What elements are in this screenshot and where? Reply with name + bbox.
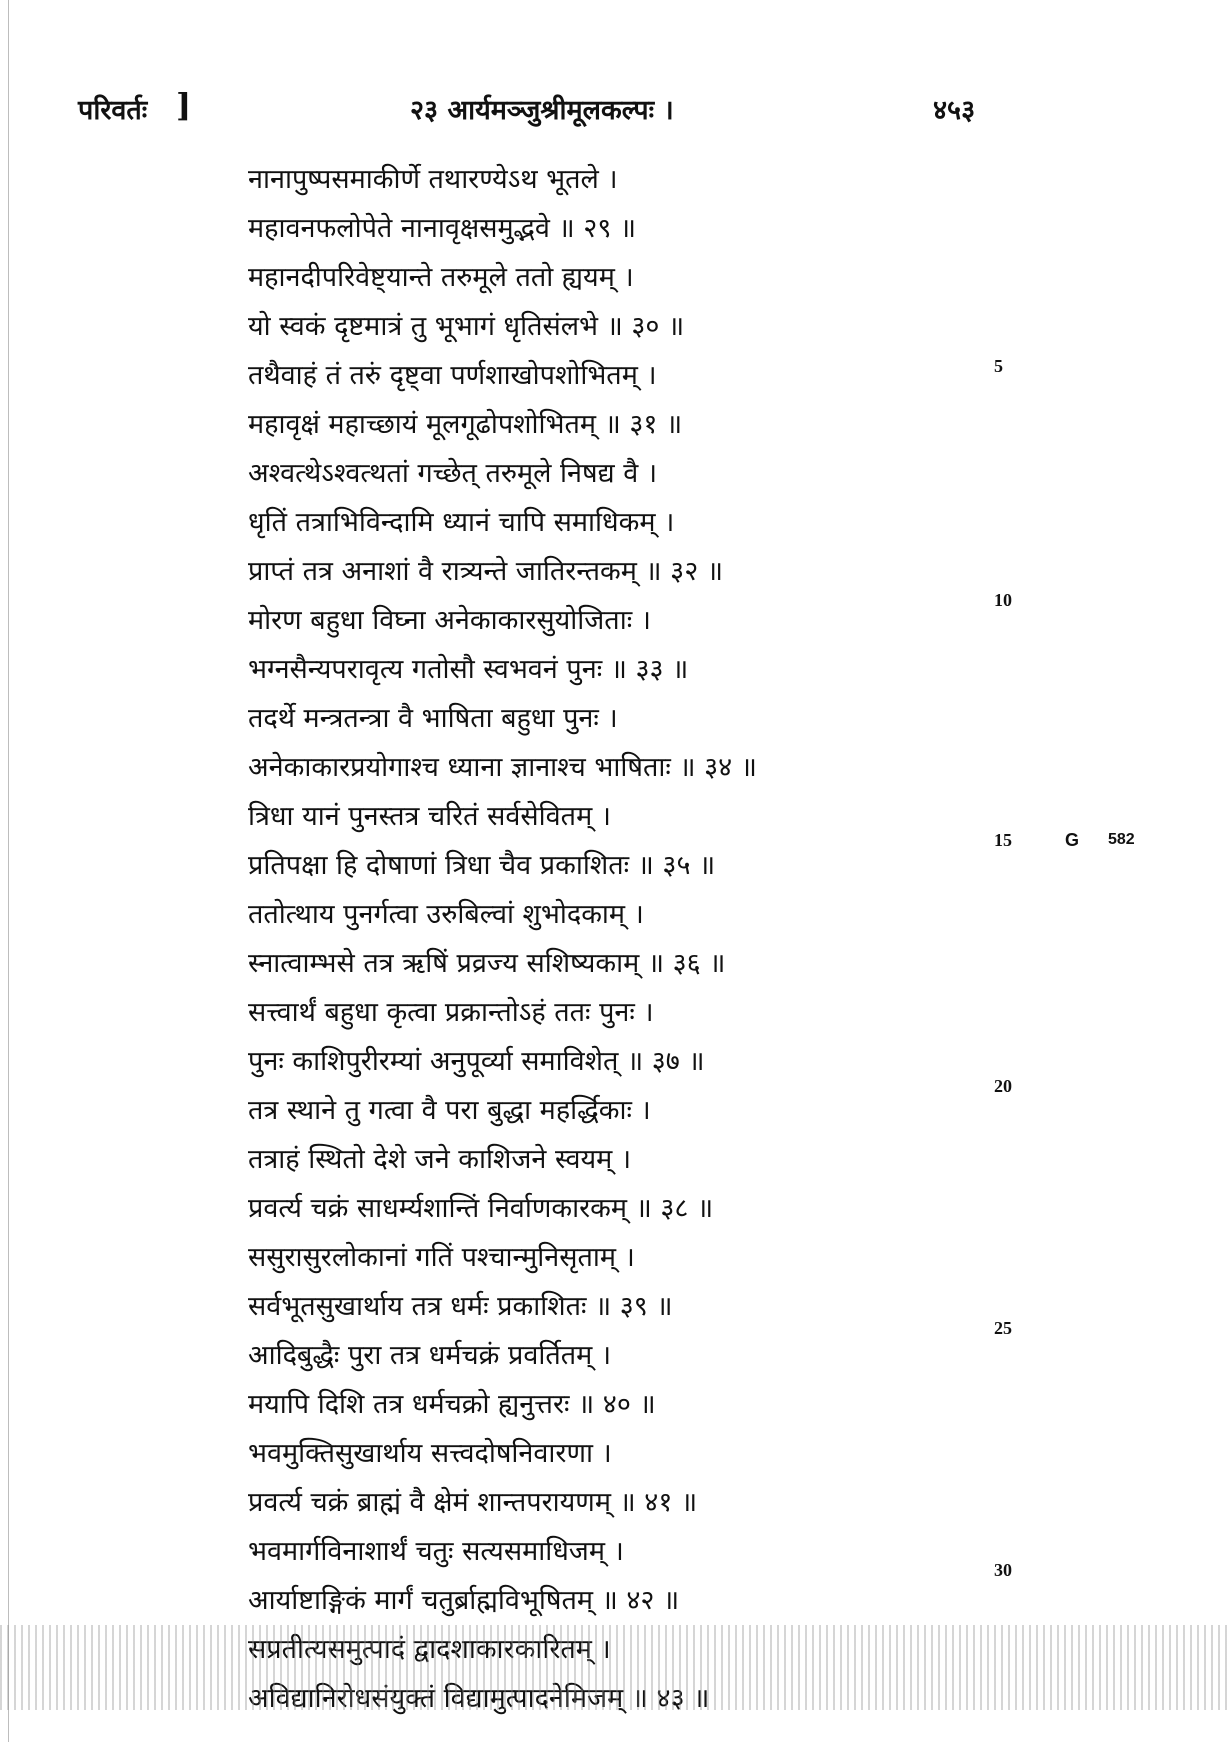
- running-title: २३ आर्यमञ्जुश्रीमूलकल्पः ।: [410, 95, 674, 126]
- verse-line: भग्नसैन्यपरावृत्य गतोसौ स्वभवनं पुनः ॥ ३३ ॥: [248, 654, 689, 685]
- verse-line: प्रवर्त्य चक्रं साधर्म्यशान्तिं निर्वाणकारकम् ॥ ३८ ॥: [248, 1193, 714, 1224]
- verse-line: मोरण बहुधा विघ्ना अनेकाकारसुयोजिताः ।: [248, 605, 651, 636]
- verse-line: नानापुष्पसमाकीर्णे तथारण्येऽथ भूतले ।: [248, 164, 618, 195]
- manuscript-ref-number: 582: [1108, 831, 1135, 848]
- verse-line: तत्राहं स्थितो देशे जने काशिजने स्वयम् ।: [248, 1144, 632, 1175]
- verse-line: यो स्वकं दृष्टमात्रं तु भूभागं धृतिसंलभे ॥ ३० ॥: [248, 311, 685, 342]
- verse-line: तत्र स्थाने तु गत्वा वै परा बुद्धा महर्द्धिकाः ।: [248, 1095, 651, 1126]
- verse-line: सर्वभूतसुखार्थाय तत्र धर्मः प्रकाशितः ॥ ३९ ॥: [248, 1291, 673, 1322]
- verse-line: महावृक्षं महाच्छायं मूलगूढोपशोभितम् ॥ ३१ ॥: [248, 409, 683, 440]
- header-bracket: ]: [176, 86, 192, 124]
- verse-line: महावनफलोपेते नानावृक्षसमुद्भवे ॥ २९ ॥: [248, 213, 637, 244]
- verse-line: महानदीपरिवेष्ट्यान्ते तरुमूले ततो ह्ययम् ।: [248, 262, 634, 293]
- verse-line: अनेकाकारप्रयोगाश्च ध्याना ज्ञानाश्च भाषिताः ॥ ३४ ॥: [248, 752, 757, 783]
- verse-line: ततोत्थाय पुनर्गत्वा उरुबिल्वां शुभोदकाम् ।: [248, 899, 644, 930]
- page-edge-line: [8, 0, 9, 1742]
- verse-line: पुनः काशिपुरीरम्यां अनुपूर्व्या समाविशेत् ॥ ३७ ॥: [248, 1046, 705, 1077]
- verse-line: सत्त्वार्थं बहुधा कृत्वा प्रक्रान्तोऽहं ततः पुनः ।: [248, 997, 654, 1028]
- chapter-label: परिवर्तः: [78, 95, 148, 126]
- verse-line: सप्रतीत्यसमुत्पादं द्वादशाकारकारितम् ।: [248, 1634, 611, 1665]
- line-number-marker: 25: [994, 1318, 1012, 1338]
- page-header: [0, 86, 1232, 130]
- verse-line: भवमुक्तिसुखार्थाय सत्त्वदोषनिवारणा ।: [248, 1438, 612, 1469]
- line-number-marker: 30: [994, 1560, 1012, 1580]
- verse-line: प्रवर्त्य चक्रं ब्राह्मं वै क्षेमं शान्तपरायणम् ॥ ४१ ॥: [248, 1487, 698, 1518]
- line-number-marker: 20: [994, 1076, 1012, 1096]
- verse-line: प्राप्तं तत्र अनाशां वै रात्र्यन्ते जातिरन्तकम् ॥ ३२ ॥: [248, 556, 724, 587]
- line-number-marker: 10: [994, 590, 1012, 610]
- page-number: ४५३: [933, 95, 976, 126]
- verse-line: ससुरासुरलोकानां गतिं पश्चान्मुनिसृताम् ।: [248, 1242, 635, 1273]
- line-number-marker: 5: [994, 356, 1003, 376]
- verse-line: आदिबुद्धैः पुरा तत्र धर्मचक्रं प्रवर्तितम् ।: [248, 1340, 612, 1371]
- verse-line: आर्याष्टाङ्गिकं मार्गं चतुर्ब्राह्मविभूषितम् ॥ ४२ ॥: [248, 1585, 680, 1616]
- verse-line: धृतिं तत्राभिविन्दामि ध्यानं चापि समाधिकम् ।: [248, 507, 675, 538]
- verse-line: अविद्यानिरोधसंयुक्तं विद्यामुत्पादनेमिजम् ॥ ४३ ॥: [248, 1683, 710, 1714]
- verse-line: तथैवाहं तं तरुं दृष्ट्वा पर्णशाखोपशोभितम् ।: [248, 360, 657, 391]
- verse-line: मयापि दिशि तत्र धर्मचक्रो ह्यनुत्तरः ॥ ४० ॥: [248, 1389, 656, 1420]
- verse-line: तदर्थे मन्त्रतन्त्रा वै भाषिता बहुधा पुनः ।: [248, 703, 618, 734]
- verse-line: अश्वत्थेऽश्वत्थतां गच्छेत् तरुमूले निषद्य वै ।: [248, 458, 658, 489]
- verse-line: प्रतिपक्षा हि दोषाणां त्रिधा चैव प्रकाशितः ॥ ३५ ॥: [248, 850, 716, 881]
- line-number-marker: 15: [994, 830, 1012, 850]
- manuscript-ref-label: G: [1065, 830, 1080, 850]
- verse-line: स्नात्वाम्भसे तत्र ऋषिं प्रव्रज्य सशिष्यकाम् ॥ ३६ ॥: [248, 948, 726, 979]
- scan-noise: [0, 1625, 1232, 1710]
- verse-line: त्रिधा यानं पुनस्तत्र चरितं सर्वसेवितम् ।: [248, 801, 612, 832]
- verse-line: भवमार्गविनाशार्थं चतुः सत्यसमाधिजम् ।: [248, 1536, 624, 1567]
